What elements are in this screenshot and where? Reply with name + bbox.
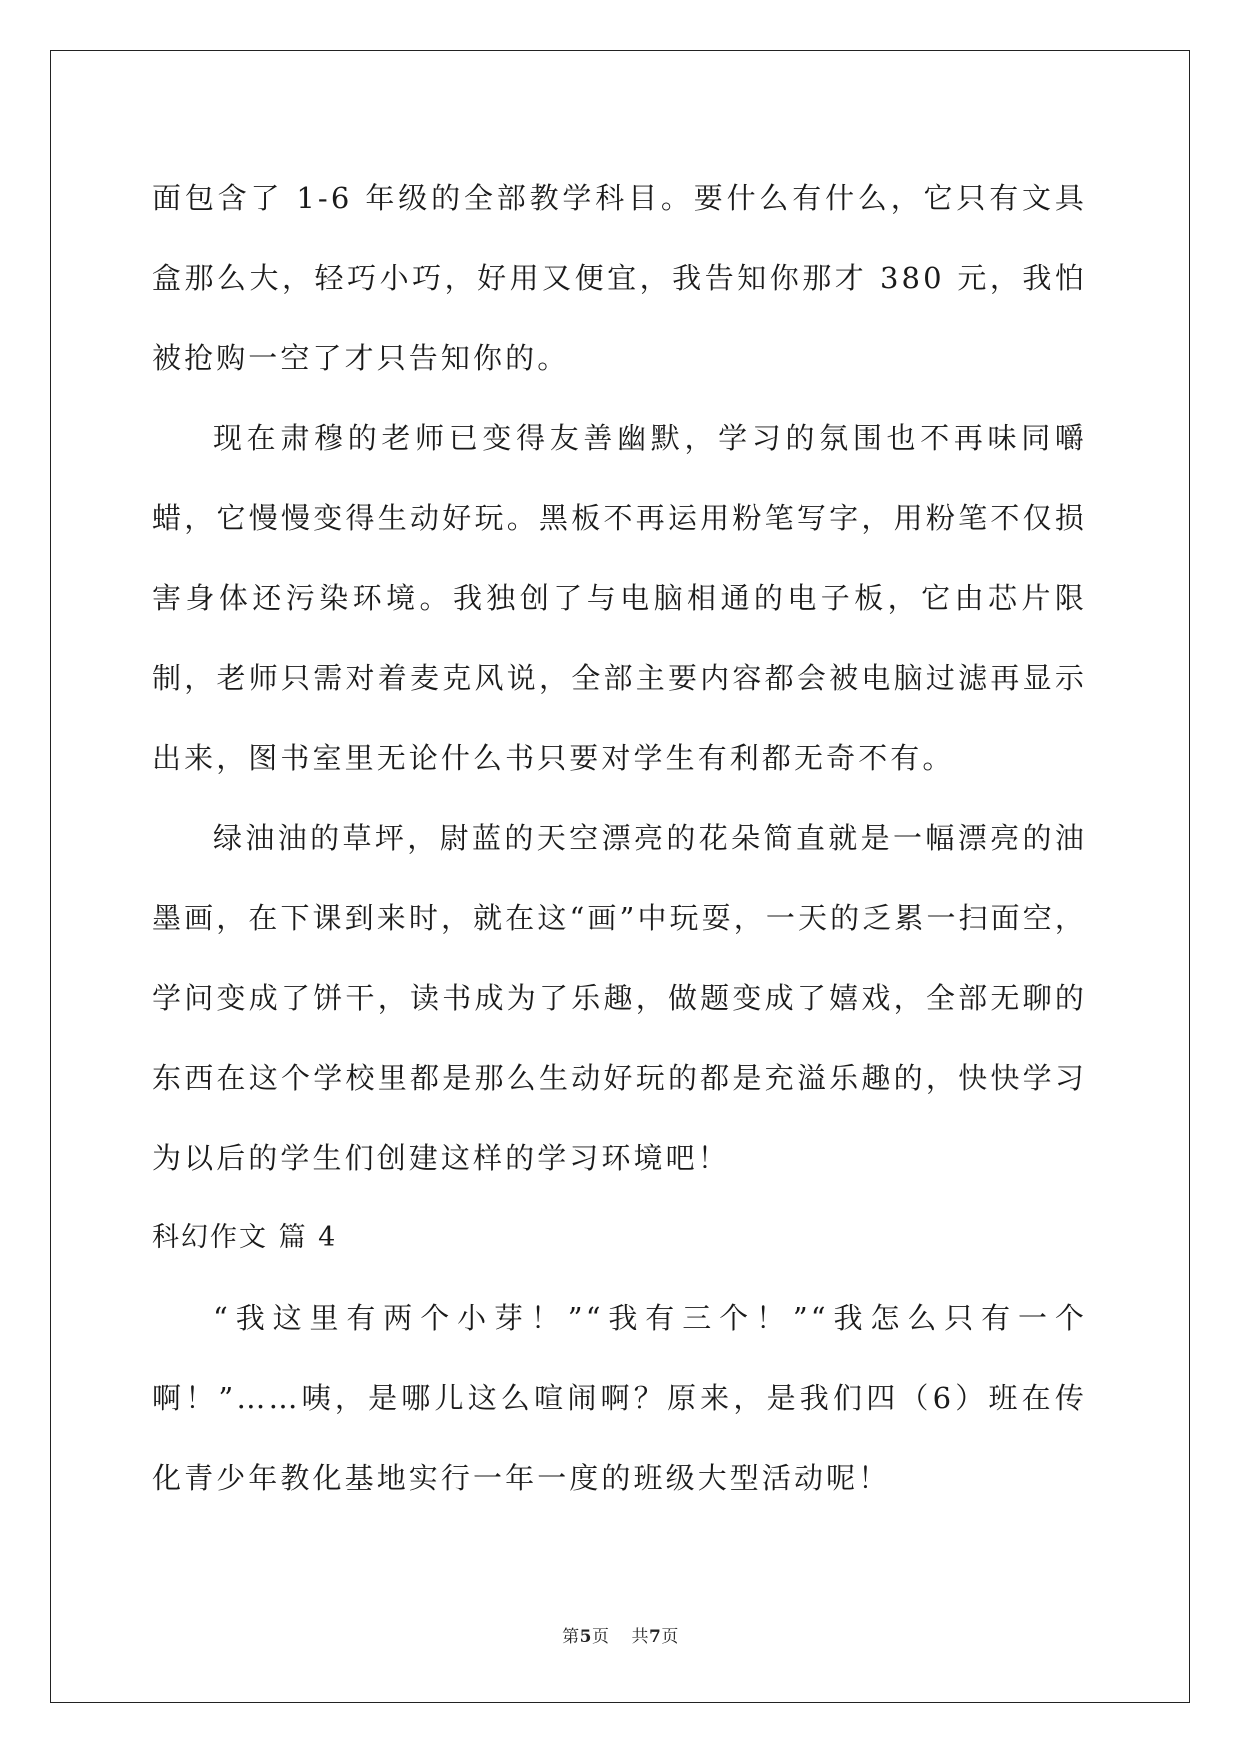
paragraph-2: 现在肃穆的老师已变得友善幽默，学习的氛围也不再味同嚼蜡，它慢慢变得生动好玩。黑板不再运用粉笔写字，用粉笔不仅损害身体还污染环境。我独创了与电脑相通的电子板，它由芯片限制，老师只需对着麦克风说，全部主要内容都会被电脑过滤再显示出来，图书室里无论什么书只要对学生有利都无奇不有。 [152, 421, 1087, 775]
total-page-number: 7 [649, 1627, 662, 1647]
document-body [152, 158, 1087, 1518]
page-footer [0, 1622, 1241, 1647]
paragraph-4: “我这里有两个小芽！”“我有三个！”“我怎么只有一个啊！”……咦，是哪儿这么喧闹啊？原来，是我们四（6）班在传化青少年教化基地实行一年一度的班级大型活动呢！ [152, 1301, 1087, 1495]
total-label: 页 [661, 1627, 679, 1647]
page-label: 页 [592, 1627, 610, 1647]
section-heading: 科幻作文 篇 4 [152, 1222, 338, 1253]
paragraph-1: 面包含了 1-6 年级的全部教学科目。要什么有什么，它只有文具盒那么大，轻巧小巧，好用又便宜，我告知你那才 380 元，我怕被抢购一空了才只告知你的。 [152, 181, 1087, 375]
paragraph-3: 绿油油的草坪，尉蓝的天空漂亮的花朵简直就是一幅漂亮的油墨画，在下课到来时，就在这“画”中玩耍，一天的乏累一扫面空，学问变成了饼干，读书成为了乐趣，做题变成了嬉戏，全部无聊的东西在这个学校里都是那么生动好玩的都是充溢乐趣的，快快学习为以后的学生们创建这样的学习环境吧！ [152, 821, 1087, 1175]
current-page-number: 5 [579, 1627, 592, 1647]
page-prefix: 第 [562, 1627, 580, 1647]
total-prefix: 共 [631, 1627, 649, 1647]
